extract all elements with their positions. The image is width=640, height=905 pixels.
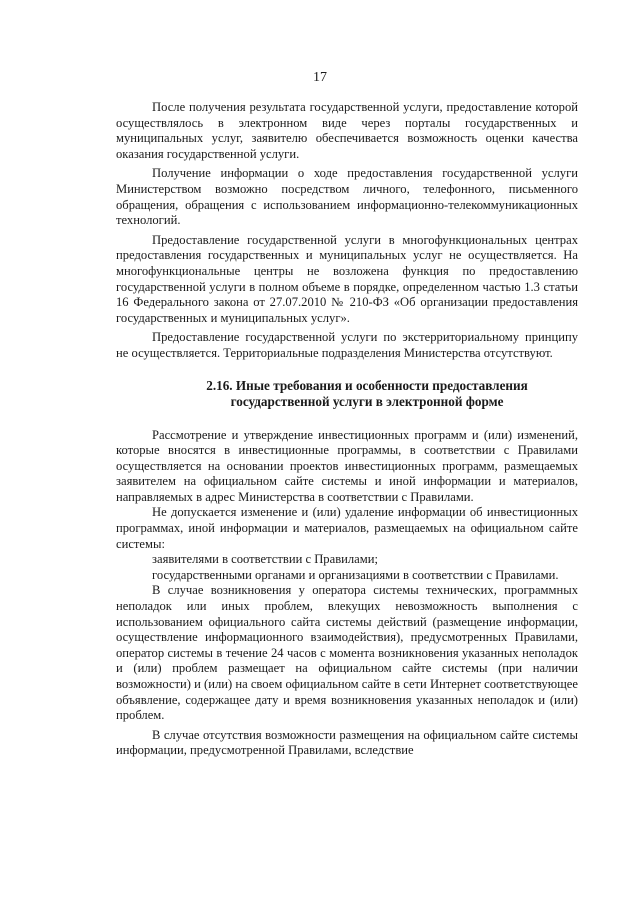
list-item: заявителями в соответствии с Правилами; — [152, 552, 378, 567]
list-item: государственными органами и организациями в соответствии с Правилами. — [152, 567, 559, 582]
paragraph: Получение информации о ходе предоставления государственной услуги Министерством возможно посредством личного, телефонного, письменного обращения, обращения с использованием информационно-телекоммуникационных технологий. — [116, 166, 578, 228]
page-number: 17 — [313, 70, 327, 85]
paragraph: Не допускается изменение и (или) удаление информации об инвестиционных программах, иной информации и материалов, размещаемых на официальном сайте системы: — [116, 505, 578, 551]
document-body — [116, 100, 578, 759]
paragraph: В случае отсутствия возможности размещения на официальном сайте системы информации, предусмотренной Правилами, вследствие — [116, 727, 578, 758]
paragraph: Рассмотрение и утверждение инвестиционных программ и (или) изменений, которые вносятся в инвестиционные программы, в соответствии с Правилами осуществляется на основании проектов инвестиционных программ, размещаемых заявителем на официальном сайте системы и иной информации и материалов, направляемых в адрес Министерства в соответствии с Правилами. — [116, 427, 578, 504]
paragraph: Предоставление государственной услуги в многофункциональных центрах предоставления государственных и муниципальных услуг не осуществляется. На многофункциональные центры не возложена функция по предоставлению государственной услуги в полном объеме в порядке, определенном частью 1.3 статьи 16 Федерального закона от 27.07.2010 № 210-ФЗ «Об организации предоставления государственных и муниципальных услуг». — [116, 232, 578, 325]
section-heading — [116, 378, 578, 410]
paragraph: В случае возникновения у оператора системы технических, программных неполадок или иных проблем, влекущих невозможность выполнения с использованием официального сайта системы действий (размещение информации, осуществление информационного взаимодействия), предусмотренных Правилами, оператор системы в течение 24 часов с момента возникновения указанных неполадок и (или) проблем размещает на официальном сайте системы (при наличии возможности) и (или) на своем официальном сайте в сети Интернет соответствующее объявление, содержащее дату и время возникновения указанных неполадок и (или) проблем. — [116, 583, 578, 723]
paragraph: После получения результата государственной услуги, предоставление которой осуществлялось в электронном виде через порталы государственных и муниципальных услуг, заявителю обеспечивается возможность оценки качества оказания государственной услуги. — [116, 100, 578, 161]
paragraph: Предоставление государственной услуги по экстерриториальному принципу не осуществляется. Территориальные подразделения Министерства отсутствуют. — [116, 330, 578, 360]
section-heading-line: 2.16. Иные требования и особенности предоставления — [206, 377, 528, 393]
section-heading-line: государственной услуги в электронной форме — [230, 393, 504, 409]
